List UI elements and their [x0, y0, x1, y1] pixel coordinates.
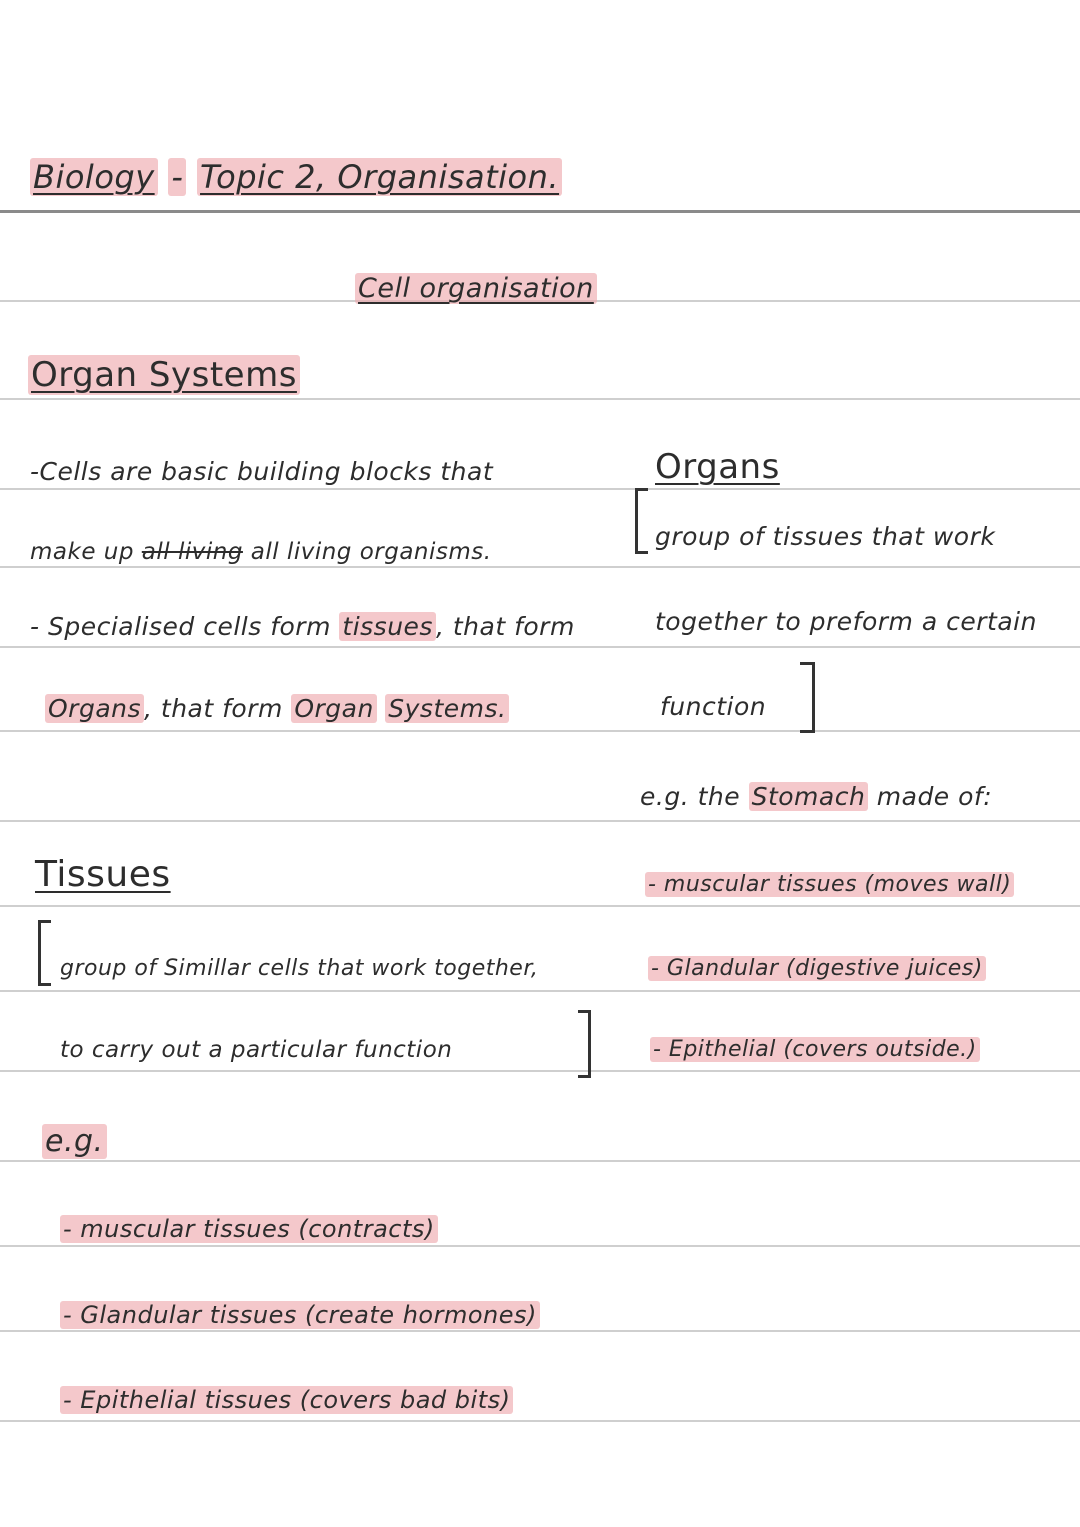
tissues-example-1: - muscular tissues (contracts): [60, 1212, 438, 1246]
organ-systems-line-4: Organs , that form Organ Systems.: [45, 692, 509, 726]
organs-example: e.g. the Stomach made of:: [640, 782, 993, 811]
rule-line: [0, 990, 1080, 992]
rule-line: [0, 1420, 1080, 1422]
organs-def-1: group of tissues that work: [655, 522, 996, 551]
highlight-organ: Organ: [291, 694, 377, 723]
rule-line: [0, 820, 1080, 822]
tissues-example-2: - Glandular tissues (create hormones): [60, 1298, 540, 1332]
bracket-close: [578, 1010, 591, 1078]
rule-line: [0, 905, 1080, 907]
highlight-stomach: Stomach: [749, 782, 869, 811]
organs-def-3: function: [660, 692, 767, 721]
tissues-def-2: to carry out a particular function: [60, 1037, 453, 1063]
rule-line: [0, 1070, 1080, 1072]
rule-line: [0, 210, 1080, 213]
rule-line: [0, 1160, 1080, 1162]
tissues-example-3: - Epithelial tissues (covers bad bits): [60, 1383, 513, 1417]
bracket-close: [800, 662, 815, 733]
organs-item-1: - muscular tissues (moves wall): [645, 868, 1014, 902]
bracket-open: [38, 920, 51, 986]
organ-systems-line-2: make up all living all living organisms.: [30, 539, 492, 565]
rule-line: [0, 398, 1080, 400]
tissues-heading: Tissues: [35, 854, 171, 895]
highlight-tissues: tissues: [339, 612, 436, 641]
organs-def-2: together to preform a certain: [655, 607, 1037, 636]
organ-systems-line-1: -Cells are basic building blocks that: [30, 457, 494, 486]
organ-systems-heading: Organ Systems: [28, 358, 300, 392]
bracket-open: [635, 488, 648, 554]
organs-heading: Organs: [655, 447, 780, 487]
organs-item-2: - Glandular (digestive juices): [648, 952, 986, 986]
tissues-eg-label: e.g.: [42, 1125, 107, 1159]
organ-systems-line-3: - Specialised cells form tissues , that form: [30, 612, 575, 641]
highlight-systems: Systems.: [385, 694, 509, 723]
struck-text: all living: [141, 539, 243, 565]
highlight-organs: Organs: [45, 694, 144, 723]
rule-line: [0, 730, 1080, 732]
title-dash: -: [168, 158, 186, 196]
section-subtitle: Cell organisation: [355, 272, 597, 306]
tissues-def-1: group of Simillar cells that work together,: [60, 956, 539, 981]
title-topic: Topic 2, Organisation.: [197, 158, 562, 196]
rule-line: [0, 646, 1080, 648]
page-title: [30, 160, 562, 194]
organs-item-3: - Epithelial (covers outside.): [650, 1033, 980, 1067]
title-subject: Biology: [30, 158, 158, 196]
